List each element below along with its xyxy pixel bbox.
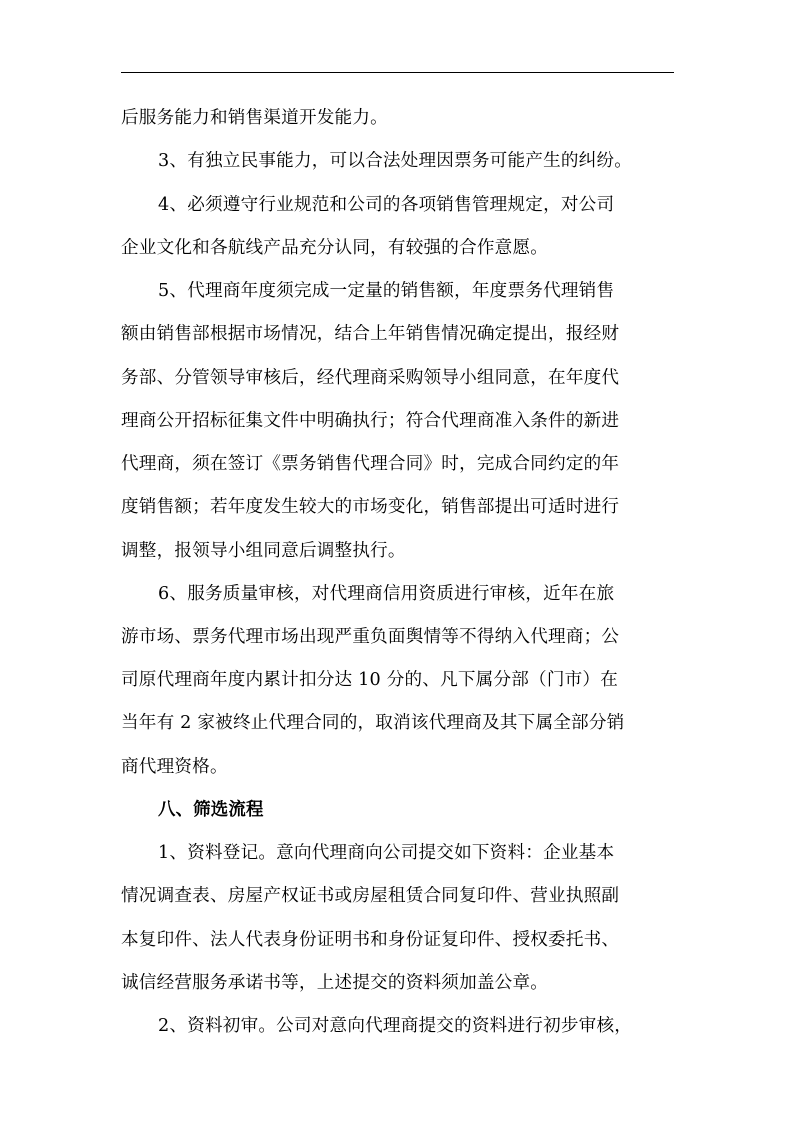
text-line: 商代理资格。	[121, 757, 228, 777]
section-heading: 八、筛选流程	[158, 800, 264, 820]
text-line: 理商公开招标征集文件中明确执行；符合代理商准入条件的新进	[121, 411, 620, 431]
text-line: 游市场、票务代理市场出现严重负面舆情等不得纳入代理商；公	[121, 627, 620, 647]
text-line: 当年有 2 家被终止代理合同的，取消该代理商及其下属全部分销	[121, 713, 625, 733]
text-line: 度销售额；若年度发生较大的市场变化，销售部提出可适时进行	[121, 497, 620, 517]
text-line: 诚信经营服务承诺书等，上述提交的资料须加盖公章。	[121, 973, 549, 993]
text-line: 调整，报领导小组同意后调整执行。	[121, 541, 406, 561]
text-line: 5、代理商年度须完成一定量的销售额，年度票务代理销售	[158, 281, 615, 301]
text-line: 额由销售部根据市场情况，结合上年销售情况确定提出，报经财	[121, 324, 620, 344]
text-line: 代理商，须在签订《票务销售代理合同》时，完成合同约定的年	[121, 454, 620, 474]
text-line: 2、资料初审。公司对意向代理商提交的资料进行初步审核，	[158, 1016, 633, 1036]
text-line: 企业文化和各航线产品充分认同，有较强的合作意愿。	[121, 238, 549, 258]
text-line: 6、服务质量审核，对代理商信用资质进行审核，近年在旅	[158, 584, 615, 604]
header-rule	[121, 72, 674, 73]
text-line: 务部、分管领导审核后，经代理商采购领导小组同意，在年度代	[121, 368, 620, 388]
text-line: 情况调查表、房屋产权证书或房屋租赁合同复印件、营业执照副	[121, 886, 620, 906]
text-line: 本复印件、法人代表身份证明书和身份证复印件、授权委托书、	[121, 930, 620, 950]
text-line: 司原代理商年度内累计扣分达 10 分的、凡下属分部（门市）在	[121, 670, 619, 690]
text-line: 1、资料登记。意向代理商向公司提交如下资料：企业基本	[158, 843, 615, 863]
text-line: 4、必须遵守行业规范和公司的各项销售管理规定，对公司	[158, 195, 615, 215]
text-line: 后服务能力和销售渠道开发能力。	[121, 108, 388, 128]
text-line: 3、有独立民事能力，可以合法处理因票务可能产生的纠纷。	[158, 151, 633, 171]
